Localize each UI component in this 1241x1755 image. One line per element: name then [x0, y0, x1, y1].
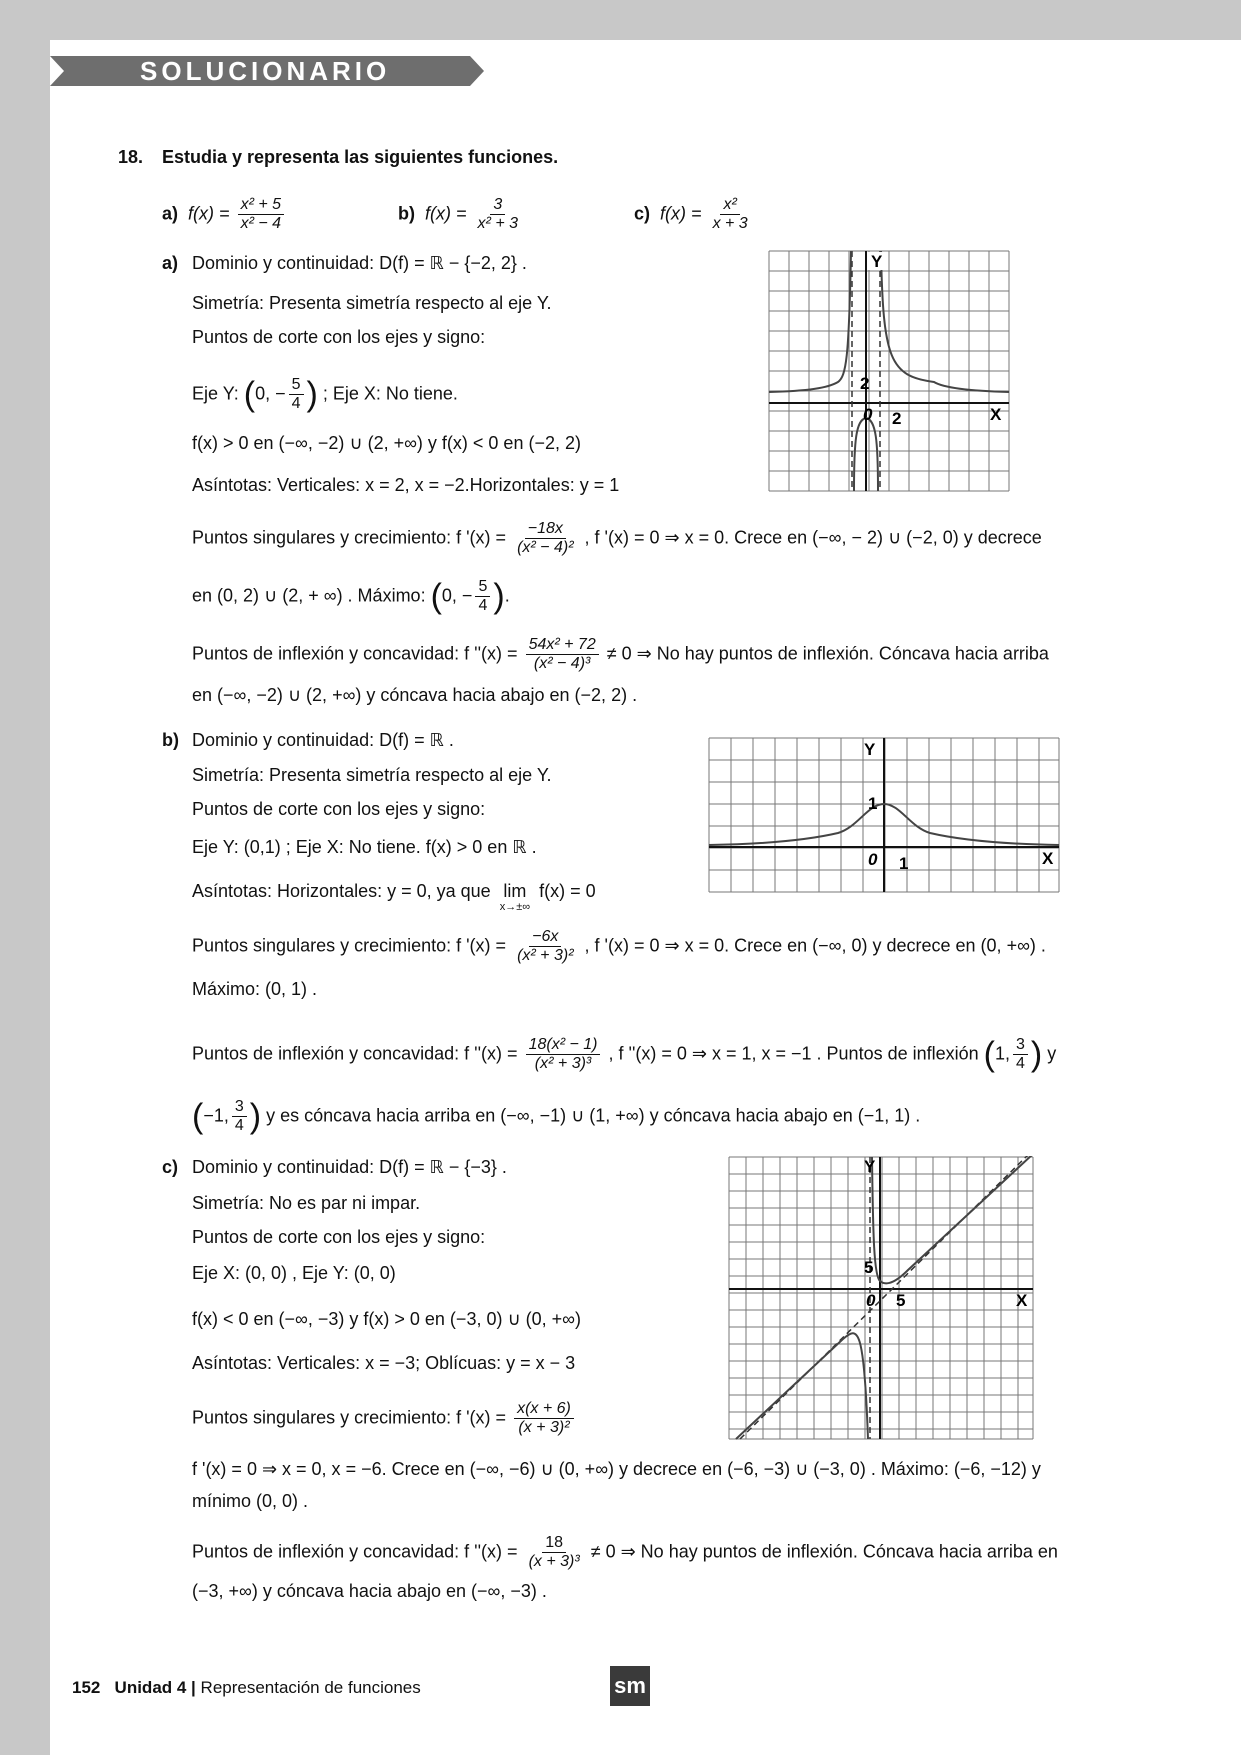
part-a-inflexion-den: (x² − 4)³ [533, 655, 591, 672]
part-b-inflexion-num: 18(x² − 1) [526, 1036, 601, 1055]
part-a-dominio: Dominio y continuidad: D(f) = ℝ − {−2, 2} . [192, 253, 527, 273]
graph-b-tick-y: 1 [868, 794, 878, 813]
part-b-eje: Eje Y: (0,1) ; Eje X: No tiene. f(x) > 0 en ℝ . [192, 837, 537, 857]
graph-a-tick-x: 2 [892, 409, 902, 428]
function-c [634, 196, 754, 233]
part-a-singulares-post: , f '(x) = 0 ⇒ x = 0. Crece en (−∞, − 2) ∪ (−2, 0) y decrece [584, 527, 1042, 548]
function-a-fraction [238, 196, 284, 233]
part-b-pi2-fraction [232, 1098, 247, 1135]
part-b-pi1-point: 1, [995, 1043, 1011, 1064]
part-c-singulares [192, 1400, 577, 1437]
part-c-asintotas: Asíntotas: Verticales: x = −3; Oblícuas: y = x − 3 [192, 1353, 576, 1373]
part-c-concavidad: (−3, +∞) y cóncava hacia abajo en (−∞, −3) . [192, 1581, 547, 1601]
part-a-simetria: Simetría: Presenta simetría respecto al eje Y. [192, 293, 552, 313]
function-b-label: b) [398, 203, 415, 224]
part-b-singulares-fraction [514, 928, 576, 965]
exercise-statement: Estudia y representa las siguientes funciones. [162, 147, 559, 167]
function-c-fraction [710, 196, 751, 233]
graph-c [728, 1156, 1034, 1440]
part-a-signo: f(x) > 0 en (−∞, −2) ∪ (2, +∞) y f(x) < 0 en (−2, 2) [192, 433, 581, 453]
graph-c-curve-right [872, 1156, 1033, 1283]
footer [72, 1678, 421, 1698]
part-a-singulares-pre: Puntos singulares y crecimiento: f '(x) = [192, 527, 507, 548]
part-a-inflexion-post: ≠ 0 ⇒ No hay puntos de inflexión. Cóncava hacia arriba [606, 643, 1049, 664]
graph-a-grid [769, 251, 1009, 491]
graph-a-origin: 0 [863, 405, 873, 424]
function-c-numerator: x² [720, 196, 739, 215]
graph-b-y-label: Y [864, 740, 876, 759]
part-b-singulares-num: −6x [529, 928, 561, 947]
part-b-inflexion-post: , f ''(x) = 0 ⇒ x = 1, x = −1 . Puntos de inflexión [608, 1043, 979, 1064]
part-b-lim-word: lim [503, 881, 527, 901]
function-b-numerator: 3 [490, 196, 505, 215]
part-b-asintotas-post: f(x) = 0 [539, 881, 596, 901]
part-a-eje-y-point: 0, − [255, 383, 286, 404]
part-b-corte-title: Puntos de corte con los ejes y signo: [192, 799, 486, 819]
part-a-eje-y-den: 4 [291, 395, 301, 412]
part-b-pi2-point: −1, [203, 1105, 229, 1126]
part-c-corte-title: Puntos de corte con los ejes y signo: [192, 1227, 486, 1247]
function-b-lhs: f(x) = [425, 203, 467, 224]
part-b-inflexion-pre: Puntos de inflexión y concavidad: f ''(x) = [192, 1043, 518, 1064]
part-b-singulares [192, 928, 1046, 965]
part-a-inflexion-num: 54x² + 72 [526, 636, 599, 655]
part-c-eje: Eje X: (0, 0) , Eje Y: (0, 0) [192, 1263, 396, 1283]
part-a-concavidad: en (−∞, −2) ∪ (2, +∞) y cóncava hacia abajo en (−2, 2) . [192, 685, 638, 705]
part-a-eje: Eje Y: (0, − $\frac{5}{4}$ ) ; Eje X: No tiene. [192, 375, 458, 414]
exercise-number: 18. [118, 147, 144, 167]
part-b-pi2-den: 4 [234, 1117, 244, 1134]
part-a-maximo-point: 0, − [441, 585, 473, 606]
part-c-singulares-den: (x + 3)² [518, 1419, 570, 1436]
part-a-eje-y-num: 5 [289, 376, 304, 395]
footer-page-number: 152 [72, 1678, 101, 1697]
part-b-singulares-den: (x² + 3)² [517, 947, 574, 964]
part-b-inflexion-fraction [526, 1036, 601, 1073]
graph-b-x-label: X [1042, 849, 1054, 868]
footer-unit-title: Representación de funciones [200, 1678, 421, 1697]
part-b-pi1-num: 3 [1013, 1036, 1028, 1055]
part-b-limit [500, 880, 530, 913]
part-c-label: c) [162, 1157, 179, 1177]
graph-c-tick-y: 5 [864, 1258, 874, 1277]
part-b-singulares-pre: Puntos singulares y crecimiento: f '(x) = [192, 935, 507, 956]
function-a-label: a) [162, 203, 179, 224]
banner-title: SOLUCIONARIO [140, 56, 391, 86]
graph-b-origin: 0 [868, 850, 878, 869]
part-a-eje-y-suffix: ; Eje X: No tiene. [322, 383, 458, 404]
part-c-signo: f(x) < 0 en (−∞, −3) y f(x) > 0 en (−3, 0) ∪ (0, +∞) [192, 1309, 581, 1329]
part-a-singulares [192, 520, 1042, 557]
part-c-singulares-fraction [514, 1400, 574, 1437]
part-c-singulares-pre: Puntos singulares y crecimiento: f '(x) = [192, 1407, 507, 1428]
part-c-dominio: Dominio y continuidad: D(f) = ℝ − {−3} . [192, 1157, 507, 1177]
part-b-label: b) [162, 730, 179, 750]
graph-c-oblique-asymptote [740, 1156, 1033, 1439]
graph-c-tick-x: 5 [896, 1291, 906, 1310]
part-b-pi1-fraction [1013, 1036, 1028, 1073]
function-b-fraction [475, 196, 521, 233]
function-c-label: c) [634, 203, 651, 224]
part-a-singulares-fraction [514, 520, 576, 557]
part-b-lim-sub: x→±∞ [499, 901, 531, 913]
graph-c-y-label: Y [864, 1157, 876, 1176]
part-a-singulares-den: (x² − 4)² [517, 539, 574, 556]
part-c-inflexion-post: ≠ 0 ⇒ No hay puntos de inflexión. Cóncava hacia arriba en [590, 1541, 1058, 1562]
function-c-denominator: x + 3 [712, 215, 748, 232]
part-a-asintotas: Asíntotas: Verticales: x = 2, x = −2.Horizontales: y = 1 [192, 475, 620, 495]
graph-a-y-label: Y [871, 252, 883, 271]
part-a-decrece-pre: en (0, 2) ∪ (2, + ∞) . Máximo: [192, 585, 426, 606]
part-b-singulares-post: , f '(x) = 0 ⇒ x = 0. Crece en (−∞, 0) y decrece en (0, +∞) . [584, 935, 1046, 956]
part-c-inflexion-fraction [526, 1534, 583, 1571]
part-c-crece: f '(x) = 0 ⇒ x = 0, x = −6. Crece en (−∞, −6) ∪ (0, +∞) y decrece en (−6, −3) ∪ (−3, 0) . Máximo: (−6, −12) y [192, 1459, 1041, 1479]
part-c-inflexion-pre: Puntos de inflexión y concavidad: f ''(x) = [192, 1541, 518, 1562]
part-a-inflexion [192, 636, 1049, 673]
part-b-pi1-den: 4 [1016, 1055, 1025, 1072]
part-c-singulares-num: x(x + 6) [514, 1400, 574, 1419]
sm-logo: sm [610, 1666, 650, 1706]
part-a-label: a) [162, 253, 179, 273]
part-a-maximo-num: 5 [475, 578, 490, 597]
function-a-numerator: x² + 5 [238, 196, 284, 215]
function-b-denominator: x² + 3 [477, 215, 519, 232]
function-a-lhs: f(x) = [188, 203, 230, 224]
part-a-decrece: en (0, 2) ∪ (2, + ∞) . Máximo: (0, − $\frac{5}{4}$ ). [192, 577, 510, 616]
part-c-simetria: Simetría: No es par ni impar. [192, 1193, 421, 1213]
part-c-inflexion-den: (x + 3)³ [528, 1553, 580, 1570]
part-b-concavidad: (−1, $\frac{3}{4}$ ) y es cóncava hacia arriba en (−∞, −1) ∪ (1, +∞) y cóncava hacia abajo en (−1, 1) . [192, 1097, 921, 1136]
part-b-asintotas-pre: Asíntotas: Horizontales: y = 0, ya que [192, 881, 491, 901]
graph-a-x-label: X [990, 405, 1002, 424]
function-a [162, 196, 287, 233]
graph-b-tick-x: 1 [899, 854, 909, 873]
part-a-singulares-num: −18x [525, 520, 566, 539]
graph-c-origin: 0 [866, 1291, 876, 1310]
part-b-simetria: Simetría: Presenta simetría respecto al eje Y. [192, 765, 552, 785]
solucionario-banner [50, 56, 484, 86]
part-b-concavidad-text: y es cóncava hacia arriba en (−∞, −1) ∪ (1, +∞) y cóncava hacia abajo en (−1, 1) . [266, 1105, 921, 1126]
part-b-pi2-num: 3 [232, 1098, 247, 1117]
part-c-minimo: mínimo (0, 0) . [192, 1491, 309, 1511]
part-b-maximo: Máximo: (0, 1) . [192, 979, 318, 999]
footer-unit: Unidad 4 | [114, 1678, 196, 1697]
part-a-corte-title: Puntos de corte con los ejes y signo: [192, 327, 486, 347]
part-b-inflexion-den: (x² + 3)³ [534, 1055, 592, 1072]
function-c-lhs: f(x) = [660, 203, 702, 224]
graph-b [708, 737, 1060, 893]
part-a-inflexion-fraction [526, 636, 599, 673]
part-c-inflexion [192, 1534, 1058, 1571]
part-a-maximo-fraction [475, 578, 490, 615]
graph-a-tick-y: 2 [860, 374, 870, 393]
graph-c-x-label: X [1016, 1291, 1028, 1310]
part-c-inflexion-num: 18 [542, 1534, 566, 1553]
function-b [398, 196, 524, 233]
part-b-inflexion: Puntos de inflexión y concavidad: f ''(x) = $\frac{\text{18(x² − 1)}}{\text{(x² + 3)³}}$ , f ''(x) = 0 ⇒ x = 1, x = −1 . Puntos de inflexión (1, $\frac{3}{4}$ ) y [192, 1035, 1057, 1074]
graph-a [768, 250, 1010, 492]
part-b-pi1-post: y [1047, 1043, 1057, 1064]
function-a-denominator: x² − 4 [240, 215, 282, 232]
part-a-eje-y-prefix: Eje Y: [192, 383, 239, 404]
part-a-maximo-den: 4 [478, 597, 488, 614]
part-a-eje-y-fraction [289, 376, 304, 413]
part-b-dominio: Dominio y continuidad: D(f) = ℝ . [192, 730, 454, 750]
part-a-inflexion-pre: Puntos de inflexión y concavidad: f ''(x) = [192, 643, 518, 664]
part-b-asintotas [192, 880, 596, 913]
